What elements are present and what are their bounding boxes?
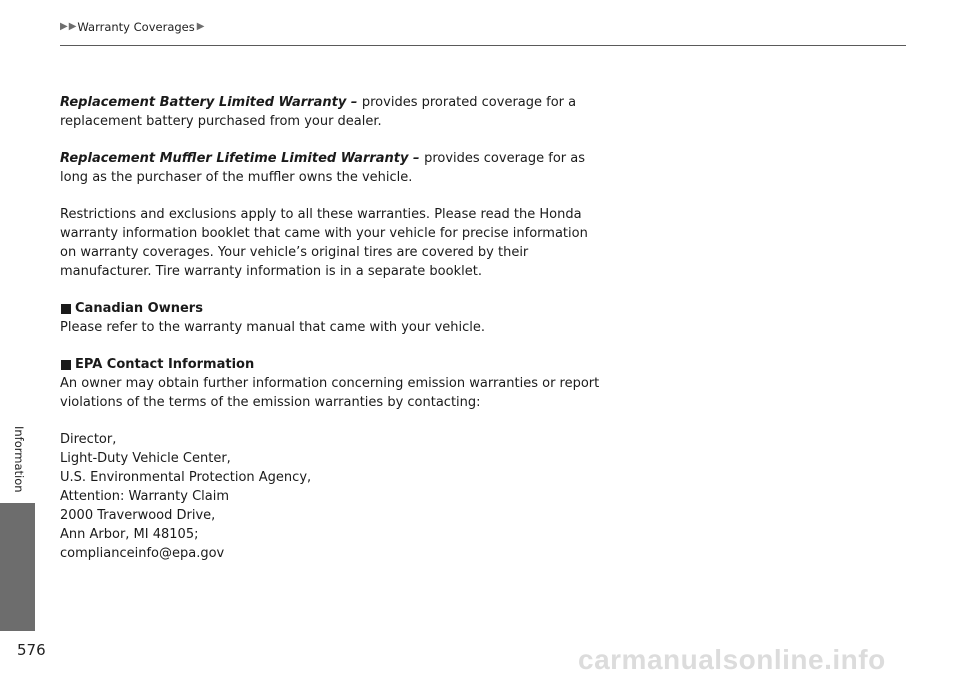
warranty-paragraph-battery — [60, 93, 600, 131]
restrictions-paragraph: Restrictions and exclusions apply to all these warranties. Please read the Honda warranty information booklet that came with your vehicle for precise information on warranty coverages. Your vehicle’s original tires are covered by their manufacturer. Tire warranty information is in a separate booklet. — [60, 207, 588, 279]
warranty-description: provides coverage for as long as the purchaser of the muffler owns the vehicle. — [60, 151, 586, 185]
section-tab-label: Information — [12, 426, 26, 493]
address-line: 2000 Traverwood Drive, — [60, 508, 216, 523]
epa-address — [60, 430, 600, 563]
triangle-right-icon: ▶ — [68, 21, 77, 32]
canadian-owners-heading — [60, 299, 600, 318]
page-body — [60, 93, 600, 563]
address-line: Attention: Warranty Claim — [60, 489, 230, 504]
address-line: U.S. Environmental Protection Agency, — [60, 470, 312, 485]
warranty-title: Replacement Battery Limited Warranty — [60, 95, 347, 110]
warranty-description: provides prorated coverage for a replacement battery purchased from your dealer. — [60, 95, 577, 129]
watermark: carmanualsonline.info — [578, 644, 886, 675]
warranty-separator: – — [408, 151, 425, 166]
page-number: 576 — [17, 641, 46, 659]
epa-contact-text: An owner may obtain further information concerning emission warranties or report violations of the terms of the emission warranties by contacting: — [60, 376, 600, 410]
warranty-title: Replacement Muffler Lifetime Limited Warranty — [60, 151, 409, 166]
address-line: Director, — [60, 432, 117, 447]
section-heading-text: EPA Contact Information — [75, 357, 255, 372]
header-divider — [60, 45, 906, 46]
triangle-right-icon: ▶ — [196, 21, 205, 32]
epa-contact-heading — [60, 355, 600, 374]
section-heading-text: Canadian Owners — [75, 301, 203, 316]
email-link[interactable]: complianceinfo@epa.gov — [60, 546, 225, 561]
triangle-right-icon: ▶ — [60, 21, 68, 32]
breadcrumb-item-warranty-coverages[interactable]: Warranty Coverages — [77, 20, 195, 34]
square-bullet-icon — [61, 304, 71, 314]
breadcrumb — [60, 20, 205, 34]
square-bullet-icon — [61, 360, 71, 370]
warranty-separator: – — [346, 95, 362, 110]
section-tab[interactable] — [0, 503, 35, 631]
address-line: Light-Duty Vehicle Center, — [60, 451, 231, 466]
canadian-owners-text: Please refer to the warranty manual that came with your vehicle. — [60, 320, 486, 335]
address-line: Ann Arbor, MI 48105; — [60, 527, 199, 542]
warranty-paragraph-muffler — [60, 149, 600, 187]
